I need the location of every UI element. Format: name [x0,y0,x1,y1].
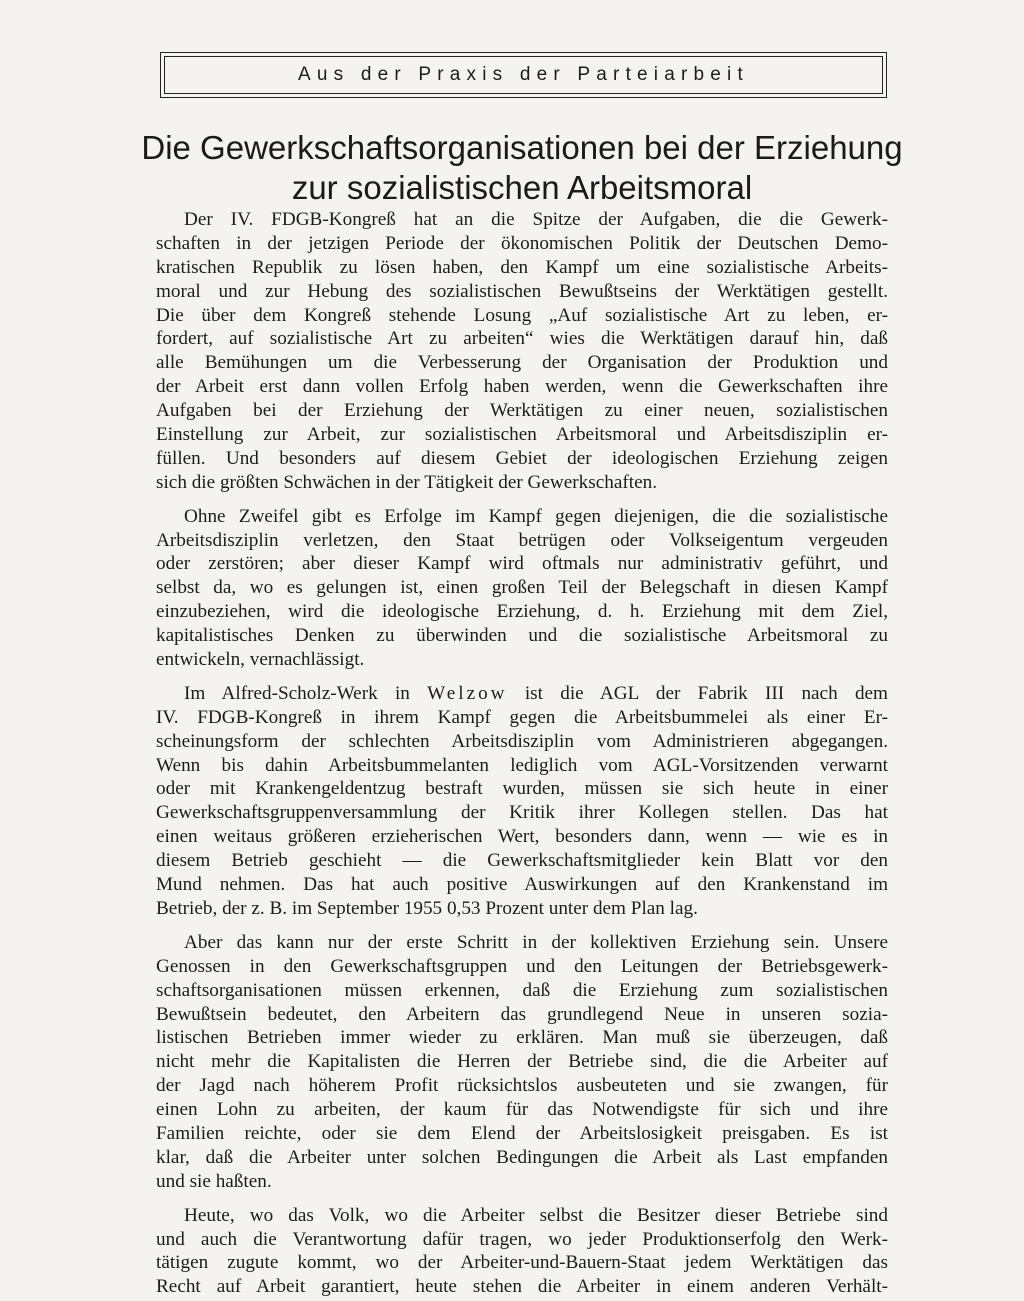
text-line: kratischen Republik zu lösen haben, den Kampf um eine sozialistische Arbeits- [156,256,888,278]
text-line: Aufgaben bei der Erziehung der Werktätigen zu einer neuen, sozialistischen [156,400,888,422]
section-header-box [160,52,887,98]
text-line: diesem Betrieb geschieht — die Gewerkschaftsmitglieder kein Blatt vor den [156,850,888,872]
text-line: moral und zur Hebung des sozialistischen Bewußtseins der Werktätigen gestellt. [156,280,888,302]
text-line: Betrieb, der z. B. im September 1955 0,53 Prozent unter dem Plan lag. [156,897,698,919]
headline-line-2: zur sozialistischen Arbeitsmoral [291,169,753,206]
text-line: schaftsorganisationen müssen erkennen, daß die Erziehung zum sozialistischen [156,979,888,1001]
place-name-spaced: Welzow [427,682,508,704]
text-line: oder mit Krankengeldentzug bestraft wurden, müssen sie sich heute in einer [156,778,888,800]
text-line: entwickeln, vernachlässigt. [156,649,365,671]
text-line: Familien reichte, oder sie dem Elend der Arbeitslosigkeit preisgaben. Es ist [156,1122,888,1144]
text-line: der Arbeit erst dann vollen Erfolg haben werden, wenn die Gewerkschaften ihre [156,376,888,398]
text-line: tätigen zugute kommt, wo der Arbeiter-und-Bauern-Staat jedem Werktätigen das [156,1252,888,1274]
paragraph-4 [156,931,888,1194]
text-line: Arbeitsdisziplin verletzen, den Staat betrügen oder Volkseigentum vergeuden [156,529,888,551]
text-line: Gewerkschaftsgruppenversammlung der Kritik ihrer Kollegen stellen. Das hat [156,802,888,824]
text-line: Wenn bis dahin Arbeitsbummelanten lediglich vom AGL-Vorsitzenden verwarnt [156,754,888,776]
text-line: und auch die Verantwortung dafür tragen, wo jeder Produktionserfolg den Werk- [156,1228,888,1250]
text-line: Genossen in den Gewerkschaftsgruppen und den Leitungen der Betriebsgewerk- [156,955,888,977]
text-line: und sie haßten. [156,1170,272,1192]
text-line: scheinungsform der schlechten Arbeitsdisziplin vom Administrieren abgegangen. [156,730,888,752]
text-line: füllen. Und besonders auf diesem Gebiet der ideologischen Erziehung zeigen [156,447,888,469]
text-line: Ohne Zweifel gibt es Erfolge im Kampf gegen diejenigen, die die sozialistische [184,505,888,527]
text-line: einen Lohn zu arbeiten, der kaum für das Notwendigste für sich und ihre [156,1099,888,1121]
text-fragment: Im Alfred-Scholz-Werk in [184,682,428,704]
paragraph-5 [156,1204,888,1300]
text-line: Aber das kann nur der erste Schritt in der kollektiven Erziehung sein. Unsere [184,931,888,953]
text-line: IV. FDGB-Kongreß in ihrem Kampf gegen die Arbeitsbummelei als einer Er- [156,706,888,728]
section-header-title: Aus der Praxis der Parteiarbeit [298,64,749,85]
text-line: fordert, auf sozialistische Art zu arbeiten“ wies die Werktätigen darauf hin, daß [156,328,888,350]
text-line: sich die größten Schwächen in der Tätigkeit der Gewerkschaften. [156,471,658,493]
text-line: nicht mehr die Kapitalisten die Herren der Betriebe sind, die die Arbeiter auf [156,1051,888,1073]
text-line: Recht auf Arbeit garantiert, heute stehen die Arbeiter in einem anderen Verhält- [156,1276,888,1298]
text-line: Der IV. FDGB-Kongreß hat an die Spitze der Aufgaben, die die Gewerk- [184,209,888,230]
text-line: Bewußtsein bedeutet, den Arbeitern das grundlegend Neue in unseren sozia- [156,1003,888,1025]
text-line: der Jagd nach höherem Profit rücksichtslos ausbeuteten und sie zwangen, für [156,1075,888,1097]
text-line: Die über dem Kongreß stehende Losung „Auf sozialistische Art zu leben, er- [156,304,888,326]
text-line: einzubeziehen, wird die ideologische Erziehung, d. h. Erziehung mit dem Ziel, [156,601,888,623]
text-line: Mund nehmen. Das hat auch positive Auswirkungen auf den Krankenstand im [156,874,888,896]
text-line: schaften in der jetzigen Periode der ökonomischen Politik der Deutschen Demo- [156,232,888,254]
headline-line-1: Die Gewerkschaftsorganisationen bei der Erziehung [141,129,903,166]
text-fragment: ist die AGL der Fabrik III nach dem [507,682,888,704]
text-line: listischen Betrieben immer wieder zu erklären. Man muß sie überzeugen, daß [156,1027,888,1049]
text-line [156,682,888,706]
text-line: alle Bemühungen um die Verbesserung der Organisation der Produktion und [156,352,888,374]
text-line: einen weitaus größeren erzieherischen Wert, besonders dann, wenn — wie es in [156,826,888,848]
paragraph-2 [156,505,888,672]
text-line: kapitalistisches Denken zu überwinden und die sozialistische Arbeitsmoral zu [156,625,888,647]
text-line: Einstellung zur Arbeit, zur sozialistischen Arbeitsmoral und Arbeitsdisziplin er- [156,424,888,446]
text-line: klar, daß die Arbeiter unter solchen Bedingungen die Arbeit als Last empfanden [156,1146,888,1168]
article-body [156,208,888,1299]
text-line: oder zerstören; aber dieser Kampf wird oftmals nur administrativ geführt, und [156,553,888,575]
text-line: selbst da, wo es gelungen ist, einen großen Teil der Belegschaft in diesen Kampf [156,577,888,599]
paragraph-1 [156,208,888,495]
text-line: Heute, wo das Volk, wo die Arbeiter selbst die Besitzer dieser Betriebe sind [184,1204,888,1226]
paragraph-3 [156,682,888,921]
article-headline [140,128,904,208]
